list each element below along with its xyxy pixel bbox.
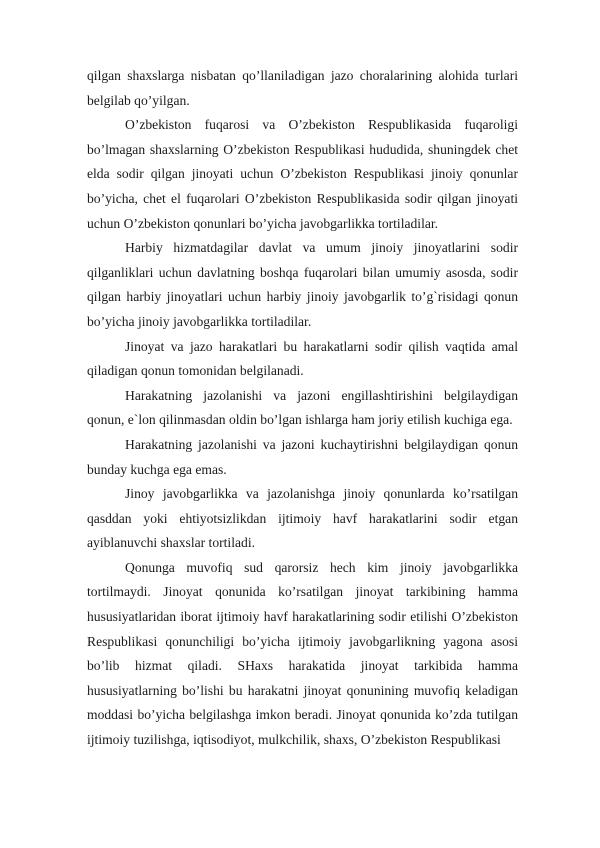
paragraph-continuation: qilgan shaxslarga nisbatan qo’llaniladigan jazo choralarining alohida turlari belgilab qo’yilgan. xyxy=(87,68,518,108)
paragraph: Qonunga muvofiq sud qarorsiz hech kim jinoiy javobgarlikka tortilmaydi. Jinoyat qonunida ko’rsatilgan jinoyat tarkibining hamma hususiyatlaridan iborat ijtimoiy havf harakatlarining sodir etilishi O’zbekiston Respublikasi qonunchiligi bo’yicha ijtimoiy javobgarlikning yagona asosi bo’lib hizmat qiladi. SHaxs harakatida jinoyat tarkibida hamma hususiyatlarning bo’lishi bu harakatni jinoyat qonunining muvofiq keladigan moddasi bo’yicha belgilashga imkon beradi. Jinoyat qonunida ko’zda tutilgan ijtimoiy tuzilishga, iqtisodiyot, mulkchilik, shaxs, O’zbekiston Respublikasi xyxy=(87,559,518,748)
paragraph: O’zbekiston fuqarosi va O’zbekiston Respublikasida fuqaroligi bo’lmagan shaxslarning O’zbekiston Respublikasi hududida, shuningdek chet elda sodir qilgan jinoyati uchun O’zbekiston Respublikasi jinoiy qonunlar bo’yicha, chet el fuqarolari O’zbekiston Respublikasida sodir qilgan jinoyati uchun O’zbekiston qonunlari bo’yicha javobgarlikka tortiladilar. xyxy=(87,117,518,231)
paragraph: Harakatning jazolanishi va jazoni engillashtirishini belgilaydigan qonun, e`lon qilinmasdan oldin bo’lgan ishlarga ham joriy etilish kuchiga ega. xyxy=(87,387,518,428)
paragraph: Jinoy javobgarlikka va jazolanishga jinoiy qonunlarda ko’rsatilgan qasddan yoki ehtiyotsizlikdan ijtimoiy havf harakatlarini sodir etgan ayiblanuvchi shaxslar tortiladi. xyxy=(87,486,518,551)
paragraph: Harbiy hizmatdagilar davlat va umum jinoiy jinoyatlarini sodir qilganliklari uchun davlatning boshqa fuqarolari bilan umumiy asosda, sodir qilgan harbiy jinoyatlari uchun harbiy jinoiy javobgarlik to’g`risidagi qonun bo’yicha jinoiy javobgarlikka tortiladilar. xyxy=(87,240,518,329)
paragraph: Jinoyat va jazo harakatlari bu harakatlarni sodir qilish vaqtida amal qiladigan qonun tomonidan belgilanadi. xyxy=(87,338,518,379)
paragraph: Harakatning jazolanishi va jazoni kuchaytirishni belgilaydigan qonun bunday kuchga ega emas. xyxy=(87,436,518,477)
